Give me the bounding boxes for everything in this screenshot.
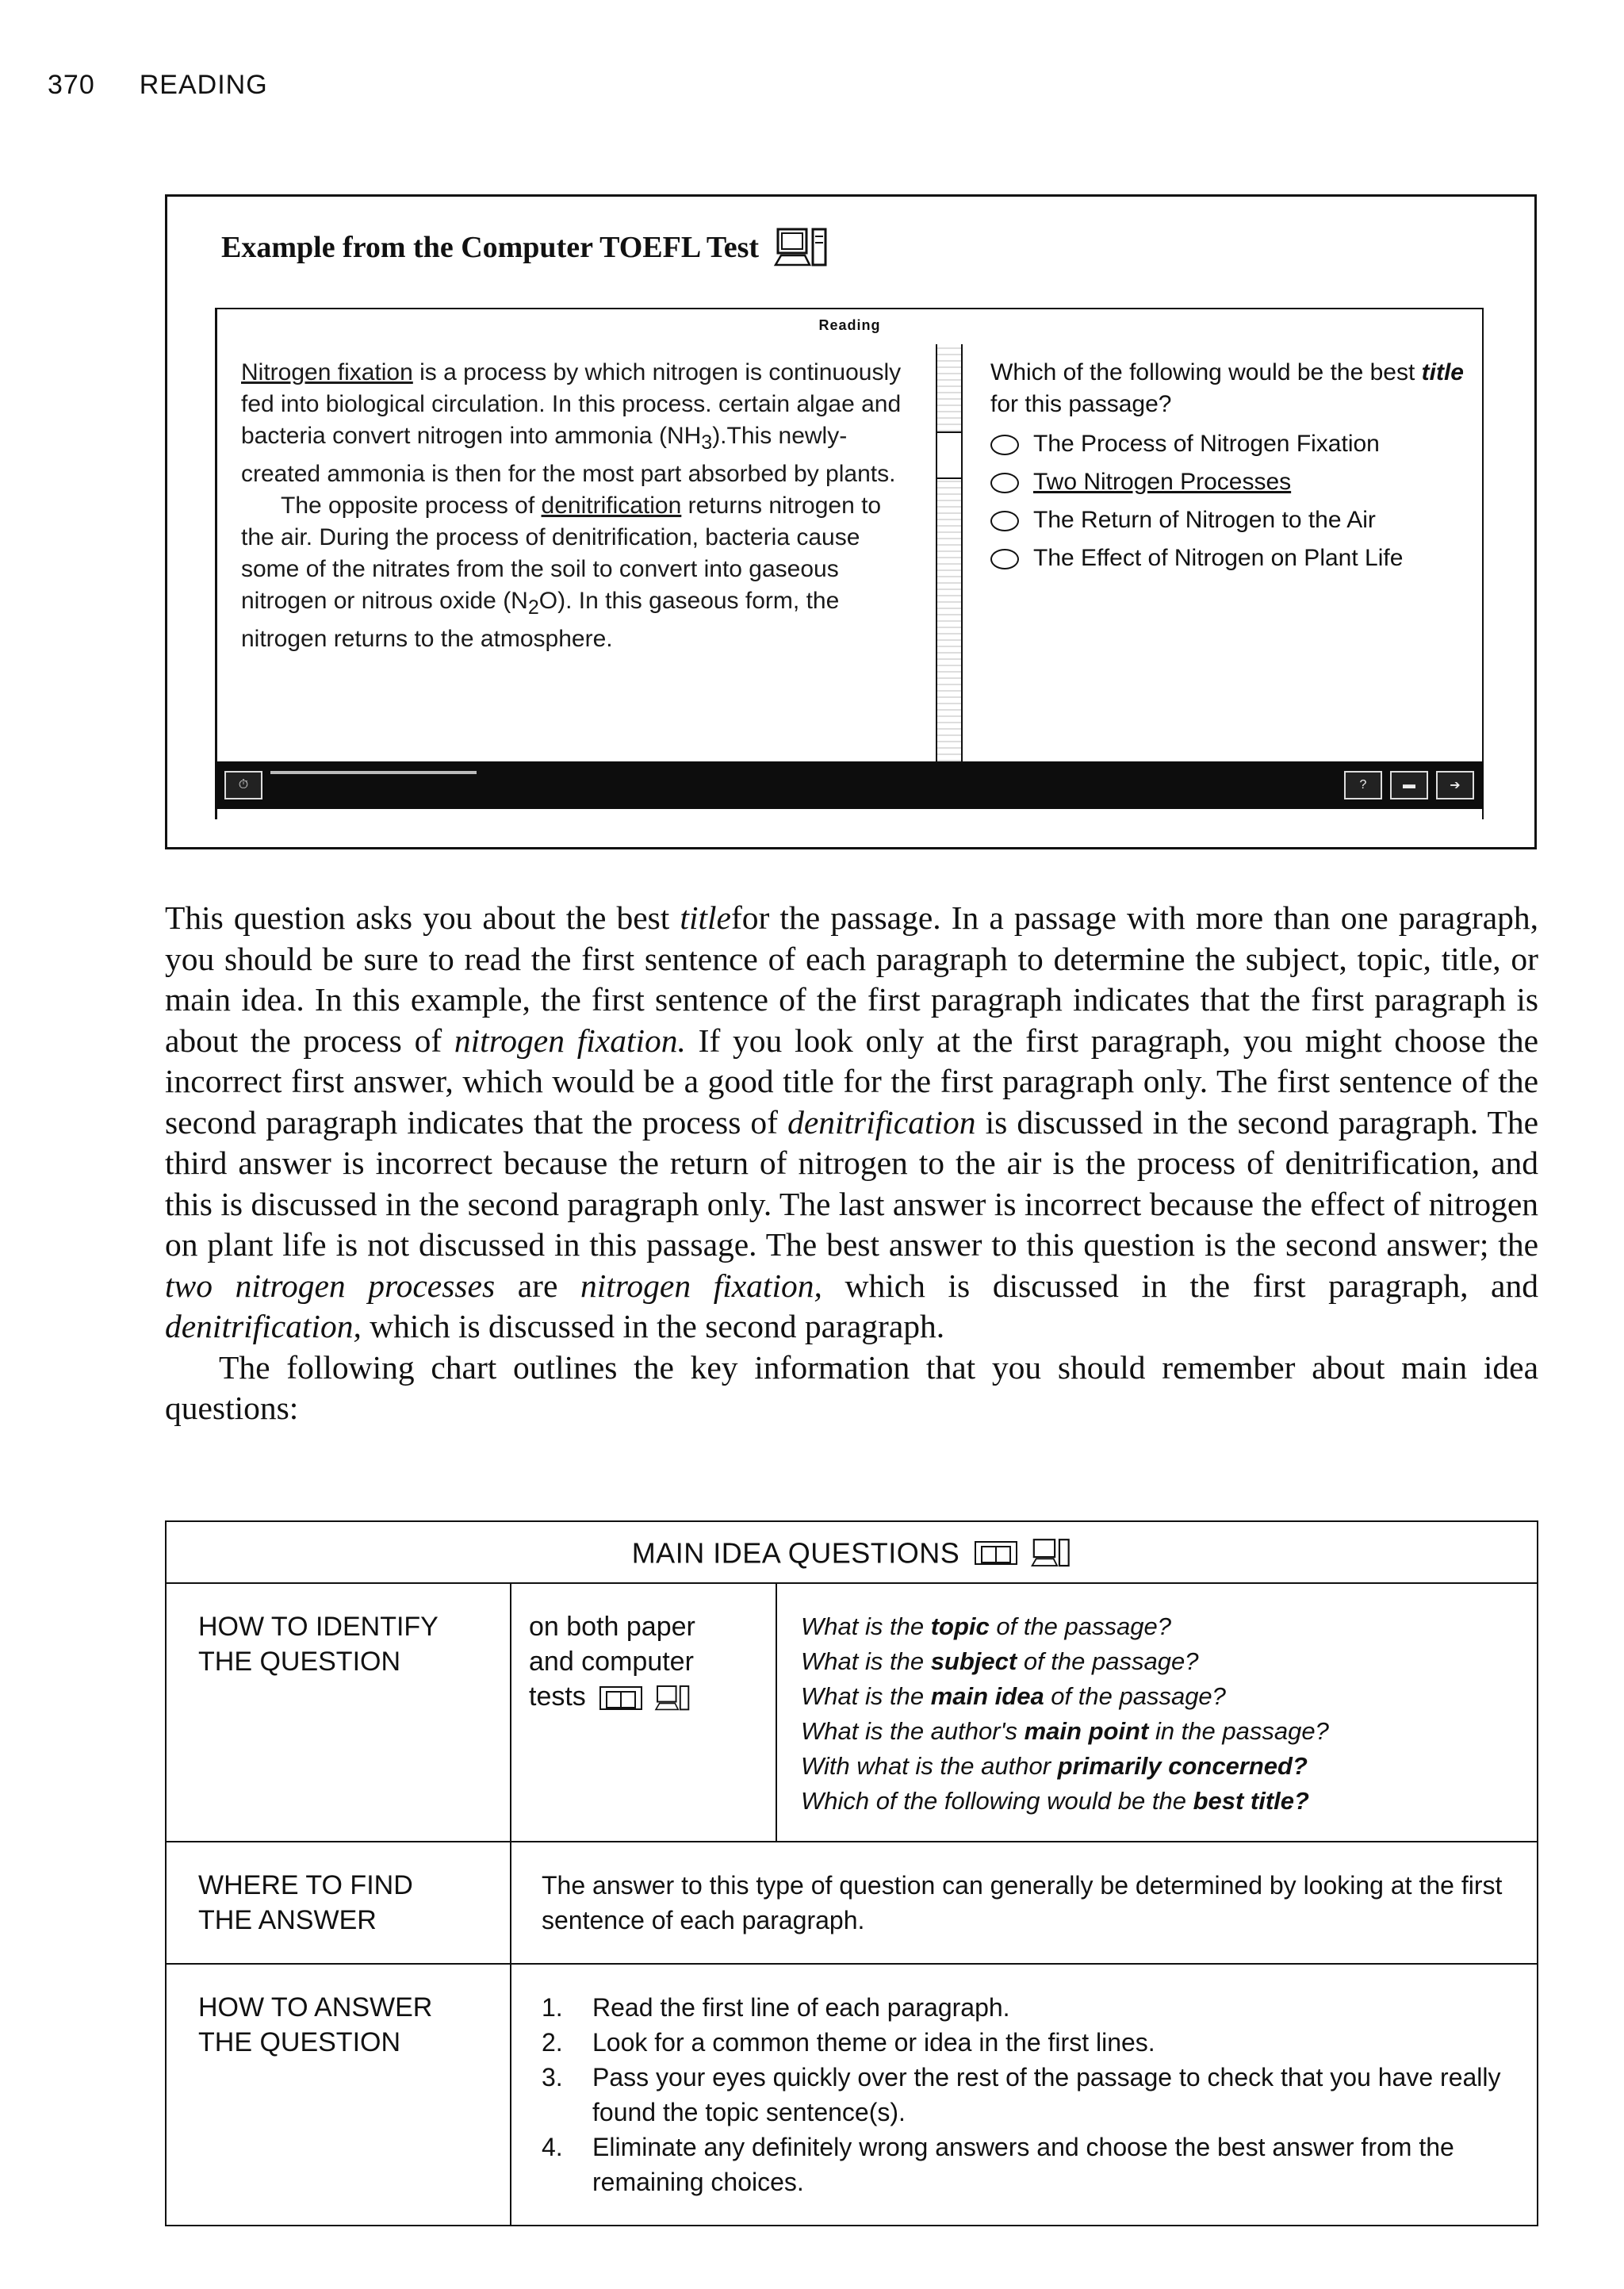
where-label: WHERE TO FIND THE ANSWER (166, 1842, 511, 1964)
tests-cell: on both paper and computer tests (511, 1583, 776, 1842)
chart-row-how (166, 1964, 1538, 2226)
answer-option-1[interactable]: The Process of Nitrogen Fixation (990, 428, 1466, 460)
paper-test-icon (599, 1686, 642, 1710)
chart-row-where (166, 1842, 1538, 1964)
help-button-icon[interactable]: ? (1344, 771, 1382, 799)
question-form: What is the topic of the passage? (801, 1612, 1171, 1640)
passage-scrollbar[interactable] (936, 344, 963, 773)
computer-icon (653, 1685, 691, 1712)
question-form: What is the author's main point in the passage? (801, 1717, 1329, 1745)
identify-label: HOW TO IDENTIFY THE QUESTION (166, 1583, 511, 1842)
how-label: HOW TO ANSWER THE QUESTION (166, 1964, 511, 2226)
radio-button-icon[interactable] (990, 473, 1019, 493)
question-panel (990, 357, 1466, 574)
answer-option-4[interactable]: The Effect of Nitrogen on Plant Life (990, 543, 1466, 574)
confirm-button-icon[interactable]: ▬ (1390, 771, 1428, 799)
time-button-icon[interactable]: ⏱ (224, 771, 262, 799)
chart-header-row (166, 1521, 1538, 1583)
radio-button-icon[interactable] (990, 549, 1019, 569)
question-form: Which of the following would be the best title? (801, 1787, 1309, 1815)
chart-row-identify (166, 1583, 1538, 1842)
chart-title: MAIN IDEA QUESTIONS (166, 1521, 1538, 1583)
question-forms (776, 1583, 1538, 1842)
step-item: 3. Pass your eyes quickly over the rest of the passage to check that you have really found the topic sentence(s). (542, 2063, 1501, 2126)
page-number: 370 (48, 70, 95, 100)
radio-button-icon[interactable] (990, 435, 1019, 455)
step-item: 4. Eliminate any definitely wrong answers and choose the best answer from the remaining choices. (542, 2133, 1454, 2196)
computer-icon (773, 227, 829, 268)
next-button-icon[interactable]: ➔ (1436, 771, 1474, 799)
question-form: What is the subject of the passage? (801, 1647, 1199, 1675)
explanation-text (165, 898, 1538, 1429)
running-head (48, 70, 268, 101)
scroll-thumb[interactable] (937, 431, 961, 479)
where-text: The answer to this type of question can generally be determined by looking at the first sentence of each paragraph. (511, 1842, 1538, 1964)
example-title-text: Example from the Computer TOEFL Test (221, 231, 760, 264)
answer-option-2[interactable]: Two Nitrogen Processes (990, 466, 1466, 498)
test-screen (215, 308, 1484, 819)
question-form: With what is the author primarily concerned? (801, 1752, 1308, 1780)
step-item: 2. Look for a common theme or idea in the first lines. (542, 2028, 1155, 2057)
term-nitrogen-fixation: Nitrogen fixation (241, 359, 413, 385)
computer-icon (1030, 1538, 1071, 1568)
steps-list (542, 1990, 1507, 2199)
radio-button-icon[interactable] (990, 511, 1019, 531)
example-title (221, 227, 829, 268)
question-form: What is the main idea of the passage? (801, 1682, 1226, 1710)
term-denitrification: denitrification (541, 493, 682, 519)
toolbar-divider (270, 771, 477, 774)
reading-passage (241, 357, 915, 655)
explanation-paragraph-2: The following chart outlines the key information that you should remember about main idea questions: (165, 1348, 1538, 1426)
paper-test-icon (975, 1541, 1017, 1565)
step-item: 1. Read the first line of each paragraph. (542, 1993, 1010, 2022)
question-text: Which of the following would be the best title for this passage? (990, 359, 1464, 417)
how-steps (511, 1964, 1538, 2226)
test-toolbar (215, 761, 1484, 809)
section-title: READING (139, 70, 268, 100)
screen-label: Reading (818, 317, 881, 333)
example-box (165, 194, 1537, 849)
passage-paragraph-1: Nitrogen fixation is a process by which nitrogen is continuously fed into biological circulation. In this process. certain algae and bacteria convert nitrogen into ammonia $(NH_3).This$ newly-created ammonia is then for the most part absorbed by plants. (241, 359, 902, 487)
passage-paragraph-2: The opposite process of denitrification returns nitrogen to the air. During the process of denitrification, bacteria cause some of the nitrates from the soil to convert into gaseous nitrogen or nitrous oxide $(N_2O)$. In this gaseous form, the nitrogen returns to the atmosphere. (241, 493, 882, 652)
answer-option-3[interactable]: The Return of Nitrogen to the Air (990, 504, 1466, 536)
explanation-paragraph-1: This question asks you about the best titlefor the passage. In a passage with more than one paragraph, you should be sure to read the first sentence of each paragraph to determine the subject, topic, title, or main idea. In this example, the first sentence of the first paragraph indicates that the first paragraph is about the process of nitrogen fixation. If you look only at the first paragraph, you might choose the incorrect first answer, which would be a good title for the first paragraph only. The first sentence of the second paragraph indicates that the process of denitrification is discussed in the second paragraph. The third answer is incorrect because the return of nitrogen to the air is the process of denitrification, and this is discussed in the second paragraph only. The last answer is incorrect because the effect of nitrogen on plant life is not discussed in this passage. The best answer to this question is the second answer; the two nitrogen processes are nitrogen fixation, which is discussed in the first paragraph, and denitrification, which is discussed in the second paragraph. (165, 899, 1538, 1344)
main-idea-chart (165, 1520, 1538, 2226)
